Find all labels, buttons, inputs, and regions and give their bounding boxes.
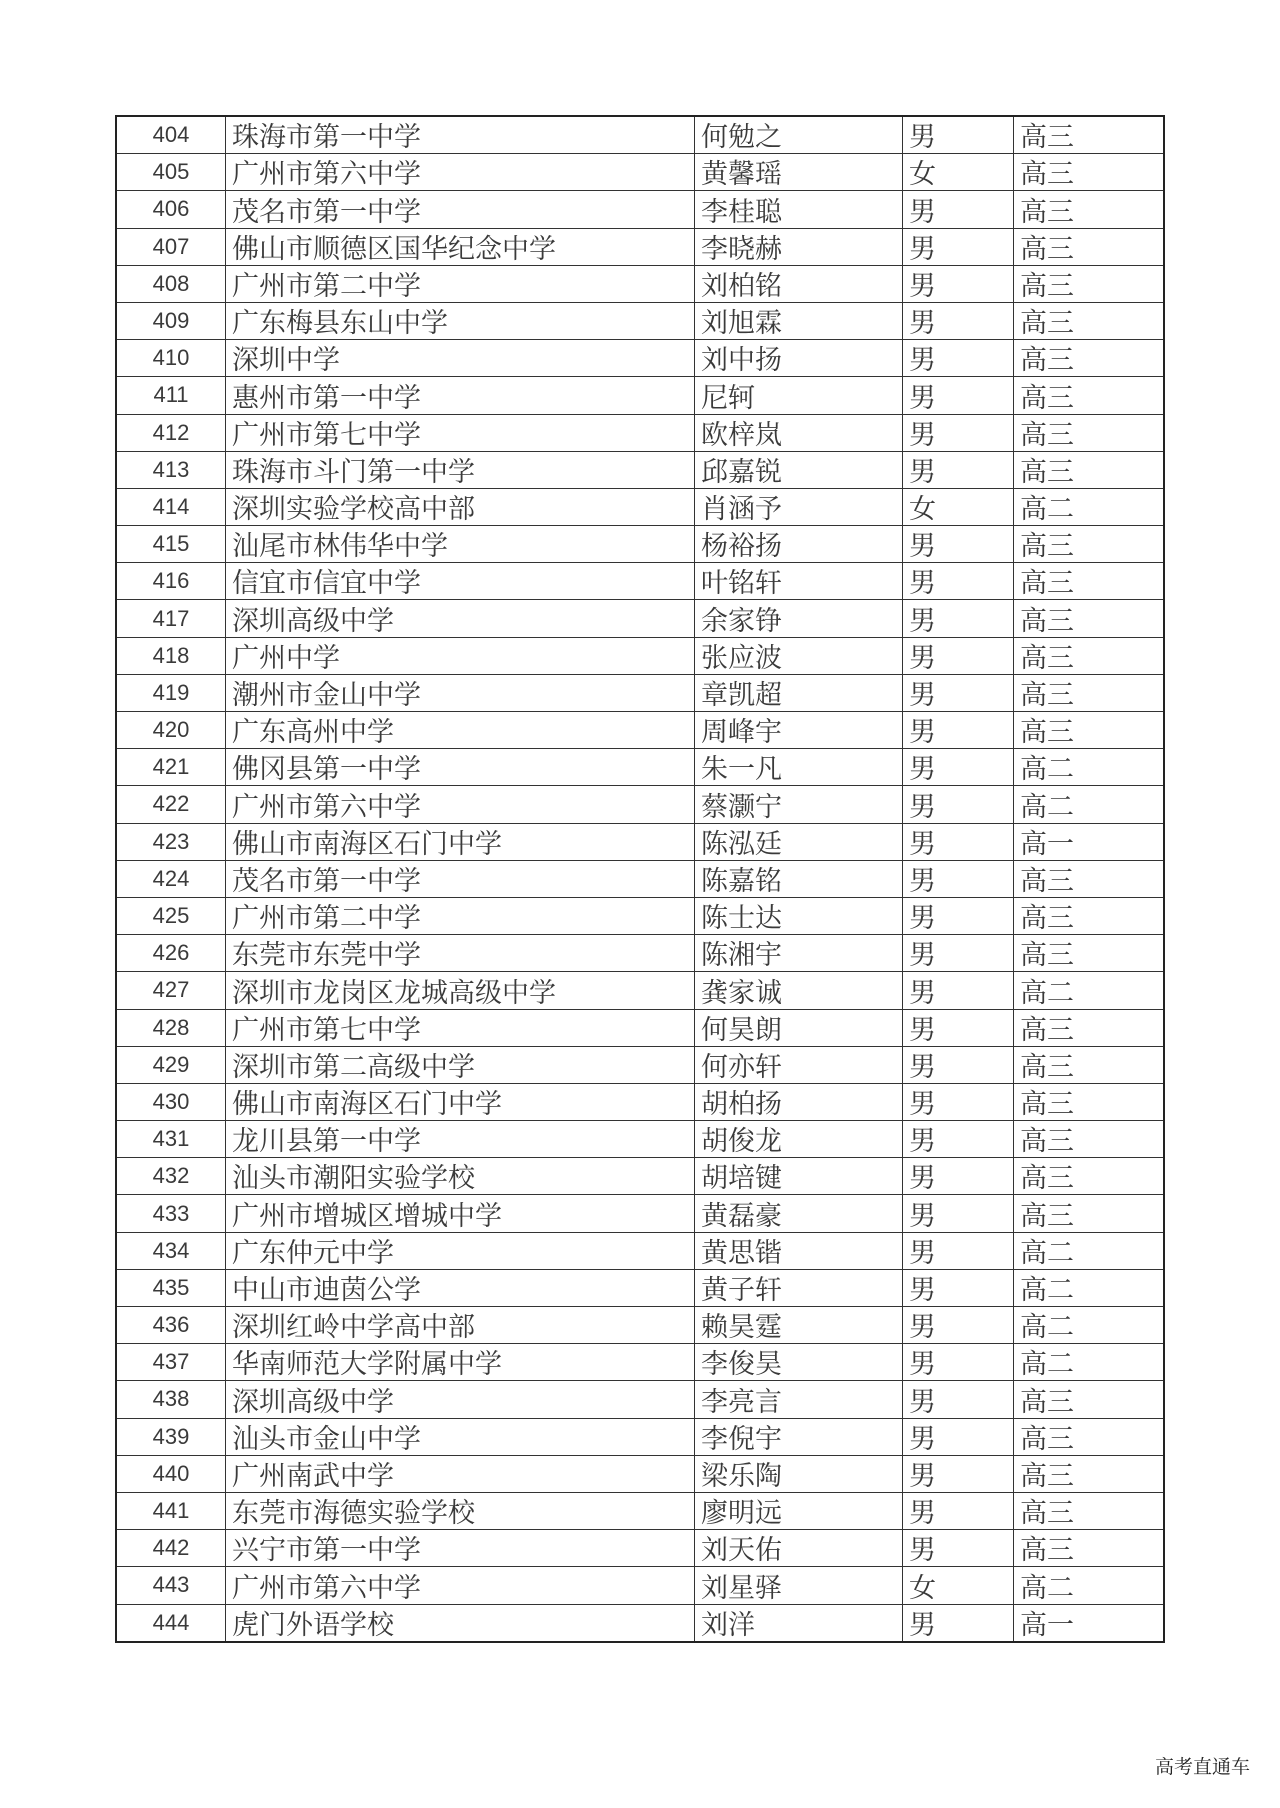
- gender-cell: 男: [903, 823, 1014, 860]
- table-row: [116, 1121, 1164, 1158]
- student-name-cell: 李桂聪: [695, 191, 903, 228]
- student-name-cell: 邱嘉锐: [695, 451, 903, 488]
- table-row: [116, 600, 1164, 637]
- student-name-cell: 李倪宇: [695, 1418, 903, 1455]
- grade-cell: 高二: [1014, 972, 1165, 1009]
- table-row: [116, 637, 1164, 674]
- student-name-cell: 肖涵予: [695, 488, 903, 525]
- table-row: [116, 1158, 1164, 1195]
- gender-cell: 男: [903, 1418, 1014, 1455]
- gender-cell: 女: [903, 1567, 1014, 1604]
- grade-cell: 高三: [1014, 451, 1165, 488]
- row-number: 434: [116, 1232, 226, 1269]
- student-name-cell: 龚家诚: [695, 972, 903, 1009]
- table-body: [116, 116, 1164, 1642]
- row-number: 416: [116, 563, 226, 600]
- grade-cell: 高三: [1014, 302, 1165, 339]
- gender-cell: 男: [903, 1530, 1014, 1567]
- student-name-cell: 胡俊龙: [695, 1121, 903, 1158]
- school-cell: 广州市第六中学: [226, 786, 695, 823]
- gender-cell: 男: [903, 1046, 1014, 1083]
- row-number: 420: [116, 712, 226, 749]
- gender-cell: 男: [903, 1307, 1014, 1344]
- student-name-cell: 欧梓岚: [695, 414, 903, 451]
- school-cell: 汕头市潮阳实验学校: [226, 1158, 695, 1195]
- school-cell: 茂名市第一中学: [226, 191, 695, 228]
- student-name-cell: 周峰宇: [695, 712, 903, 749]
- table-row: [116, 1567, 1164, 1604]
- school-cell: 东莞市海德实验学校: [226, 1492, 695, 1529]
- row-number: 418: [116, 637, 226, 674]
- row-number: 426: [116, 935, 226, 972]
- grade-cell: 高三: [1014, 1046, 1165, 1083]
- gender-cell: 男: [903, 1158, 1014, 1195]
- table-row: [116, 1269, 1164, 1306]
- table-row: [116, 414, 1164, 451]
- student-name-cell: 陈泓廷: [695, 823, 903, 860]
- table-row: [116, 1195, 1164, 1232]
- row-number: 415: [116, 526, 226, 563]
- row-number: 439: [116, 1418, 226, 1455]
- table-row: [116, 154, 1164, 191]
- row-number: 438: [116, 1381, 226, 1418]
- school-cell: 佛山市顺德区国华纪念中学: [226, 228, 695, 265]
- row-number: 422: [116, 786, 226, 823]
- row-number: 412: [116, 414, 226, 451]
- table-row: [116, 860, 1164, 897]
- gender-cell: 男: [903, 1455, 1014, 1492]
- grade-cell: 高二: [1014, 1232, 1165, 1269]
- student-name-cell: 叶铭轩: [695, 563, 903, 600]
- student-name-cell: 陈嘉铭: [695, 860, 903, 897]
- gender-cell: 男: [903, 228, 1014, 265]
- gender-cell: 男: [903, 1232, 1014, 1269]
- school-cell: 兴宁市第一中学: [226, 1530, 695, 1567]
- school-cell: 珠海市第一中学: [226, 116, 695, 154]
- school-cell: 深圳红岭中学高中部: [226, 1307, 695, 1344]
- row-number: 404: [116, 116, 226, 154]
- grade-cell: 高三: [1014, 154, 1165, 191]
- table-row: [116, 1009, 1164, 1046]
- grade-cell: 高三: [1014, 637, 1165, 674]
- school-cell: 惠州市第一中学: [226, 377, 695, 414]
- row-number: 437: [116, 1344, 226, 1381]
- gender-cell: 男: [903, 1381, 1014, 1418]
- grade-cell: 高三: [1014, 340, 1165, 377]
- gender-cell: 男: [903, 1269, 1014, 1306]
- school-cell: 珠海市斗门第一中学: [226, 451, 695, 488]
- gender-cell: 男: [903, 1083, 1014, 1120]
- student-name-cell: 刘旭霖: [695, 302, 903, 339]
- grade-cell: 高二: [1014, 1269, 1165, 1306]
- table-row: [116, 823, 1164, 860]
- table-row: [116, 786, 1164, 823]
- row-number: 442: [116, 1530, 226, 1567]
- grade-cell: 高三: [1014, 1492, 1165, 1529]
- school-cell: 深圳中学: [226, 340, 695, 377]
- student-name-cell: 杨裕扬: [695, 526, 903, 563]
- row-number: 427: [116, 972, 226, 1009]
- grade-cell: 高一: [1014, 823, 1165, 860]
- school-cell: 深圳高级中学: [226, 1381, 695, 1418]
- row-number: 405: [116, 154, 226, 191]
- student-name-cell: 黄思锴: [695, 1232, 903, 1269]
- school-cell: 深圳市第二高级中学: [226, 1046, 695, 1083]
- school-cell: 东莞市东莞中学: [226, 935, 695, 972]
- row-number: 410: [116, 340, 226, 377]
- school-cell: 广州市第七中学: [226, 414, 695, 451]
- student-name-cell: 赖昊霆: [695, 1307, 903, 1344]
- school-cell: 信宜市信宜中学: [226, 563, 695, 600]
- grade-cell: 高三: [1014, 897, 1165, 934]
- table-row: [116, 377, 1164, 414]
- table-row: [116, 526, 1164, 563]
- school-cell: 中山市迪茵公学: [226, 1269, 695, 1306]
- grade-cell: 高三: [1014, 191, 1165, 228]
- table-row: [116, 265, 1164, 302]
- school-cell: 广州市第六中学: [226, 1567, 695, 1604]
- school-cell: 广州市第七中学: [226, 1009, 695, 1046]
- grade-cell: 高三: [1014, 1083, 1165, 1120]
- row-number: 425: [116, 897, 226, 934]
- grade-cell: 高三: [1014, 1009, 1165, 1046]
- grade-cell: 高二: [1014, 1307, 1165, 1344]
- grade-cell: 高三: [1014, 1158, 1165, 1195]
- school-cell: 广东梅县东山中学: [226, 302, 695, 339]
- row-number: 430: [116, 1083, 226, 1120]
- school-cell: 汕头市金山中学: [226, 1418, 695, 1455]
- student-name-cell: 胡柏扬: [695, 1083, 903, 1120]
- table-row: [116, 712, 1164, 749]
- table-row: [116, 563, 1164, 600]
- table-row: [116, 451, 1164, 488]
- table-row: [116, 1083, 1164, 1120]
- grade-cell: 高三: [1014, 414, 1165, 451]
- grade-cell: 高三: [1014, 228, 1165, 265]
- gender-cell: 男: [903, 265, 1014, 302]
- row-number: 431: [116, 1121, 226, 1158]
- table-row: [116, 1381, 1164, 1418]
- gender-cell: 男: [903, 674, 1014, 711]
- grade-cell: 高三: [1014, 1121, 1165, 1158]
- grade-cell: 高三: [1014, 1455, 1165, 1492]
- student-name-cell: 刘天佑: [695, 1530, 903, 1567]
- grade-cell: 高三: [1014, 860, 1165, 897]
- student-name-cell: 黄子轩: [695, 1269, 903, 1306]
- table-row: [116, 116, 1164, 154]
- grade-cell: 高三: [1014, 674, 1165, 711]
- table-row: [116, 897, 1164, 934]
- table-row: [116, 1232, 1164, 1269]
- row-number: 440: [116, 1455, 226, 1492]
- table-row: [116, 488, 1164, 525]
- school-cell: 汕尾市林伟华中学: [226, 526, 695, 563]
- row-number: 423: [116, 823, 226, 860]
- student-name-cell: 刘中扬: [695, 340, 903, 377]
- grade-cell: 高三: [1014, 1530, 1165, 1567]
- student-name-cell: 何亦轩: [695, 1046, 903, 1083]
- student-name-cell: 何勉之: [695, 116, 903, 154]
- table-row: [116, 340, 1164, 377]
- gender-cell: 男: [903, 1604, 1014, 1642]
- grade-cell: 高一: [1014, 1604, 1165, 1642]
- student-name-cell: 李晓赫: [695, 228, 903, 265]
- table-row: [116, 972, 1164, 1009]
- gender-cell: 男: [903, 451, 1014, 488]
- gender-cell: 男: [903, 1195, 1014, 1232]
- student-name-cell: 尼轲: [695, 377, 903, 414]
- row-number: 407: [116, 228, 226, 265]
- student-name-cell: 李俊昊: [695, 1344, 903, 1381]
- row-number: 409: [116, 302, 226, 339]
- grade-cell: 高三: [1014, 935, 1165, 972]
- school-cell: 广州市第二中学: [226, 897, 695, 934]
- row-number: 406: [116, 191, 226, 228]
- grade-cell: 高二: [1014, 1344, 1165, 1381]
- gender-cell: 男: [903, 786, 1014, 823]
- student-name-cell: 刘星驿: [695, 1567, 903, 1604]
- school-cell: 广东高州中学: [226, 712, 695, 749]
- table-row: [116, 1492, 1164, 1529]
- student-name-cell: 刘洋: [695, 1604, 903, 1642]
- row-number: 417: [116, 600, 226, 637]
- grade-cell: 高二: [1014, 786, 1165, 823]
- row-number: 435: [116, 1269, 226, 1306]
- gender-cell: 男: [903, 377, 1014, 414]
- row-number: 408: [116, 265, 226, 302]
- gender-cell: 男: [903, 191, 1014, 228]
- row-number: 441: [116, 1492, 226, 1529]
- school-cell: 佛山市南海区石门中学: [226, 1083, 695, 1120]
- student-list-table: [115, 115, 1165, 1643]
- gender-cell: 男: [903, 116, 1014, 154]
- row-number: 424: [116, 860, 226, 897]
- table-row: [116, 935, 1164, 972]
- row-number: 419: [116, 674, 226, 711]
- student-name-cell: 蔡灏宁: [695, 786, 903, 823]
- row-number: 444: [116, 1604, 226, 1642]
- gender-cell: 男: [903, 1121, 1014, 1158]
- gender-cell: 男: [903, 860, 1014, 897]
- gender-cell: 男: [903, 1009, 1014, 1046]
- table-row: [116, 1455, 1164, 1492]
- table-row: [116, 1046, 1164, 1083]
- row-number: 436: [116, 1307, 226, 1344]
- student-name-cell: 何昊朗: [695, 1009, 903, 1046]
- row-number: 428: [116, 1009, 226, 1046]
- school-cell: 广州市第二中学: [226, 265, 695, 302]
- school-cell: 广州南武中学: [226, 1455, 695, 1492]
- gender-cell: 男: [903, 1344, 1014, 1381]
- grade-cell: 高二: [1014, 488, 1165, 525]
- student-name-cell: 廖明远: [695, 1492, 903, 1529]
- table-row: [116, 191, 1164, 228]
- school-cell: 华南师范大学附属中学: [226, 1344, 695, 1381]
- gender-cell: 男: [903, 600, 1014, 637]
- student-name-cell: 陈湘宇: [695, 935, 903, 972]
- table-row: [116, 1307, 1164, 1344]
- table-row: [116, 228, 1164, 265]
- school-cell: 深圳实验学校高中部: [226, 488, 695, 525]
- gender-cell: 男: [903, 563, 1014, 600]
- gender-cell: 男: [903, 935, 1014, 972]
- grade-cell: 高三: [1014, 526, 1165, 563]
- student-name-cell: 章凯超: [695, 674, 903, 711]
- grade-cell: 高三: [1014, 1195, 1165, 1232]
- student-name-cell: 张应波: [695, 637, 903, 674]
- student-name-cell: 朱一凡: [695, 749, 903, 786]
- table-row: [116, 1604, 1164, 1642]
- school-cell: 佛山市南海区石门中学: [226, 823, 695, 860]
- student-name-cell: 黄馨瑶: [695, 154, 903, 191]
- gender-cell: 男: [903, 897, 1014, 934]
- grade-cell: 高三: [1014, 377, 1165, 414]
- school-cell: 深圳市龙岗区龙城高级中学: [226, 972, 695, 1009]
- row-number: 429: [116, 1046, 226, 1083]
- row-number: 413: [116, 451, 226, 488]
- gender-cell: 男: [903, 526, 1014, 563]
- grade-cell: 高二: [1014, 1567, 1165, 1604]
- gender-cell: 男: [903, 414, 1014, 451]
- school-cell: 潮州市金山中学: [226, 674, 695, 711]
- grade-cell: 高三: [1014, 1381, 1165, 1418]
- row-number: 411: [116, 377, 226, 414]
- row-number: 414: [116, 488, 226, 525]
- student-name-cell: 李亮言: [695, 1381, 903, 1418]
- school-cell: 深圳高级中学: [226, 600, 695, 637]
- school-cell: 广东仲元中学: [226, 1232, 695, 1269]
- school-cell: 广州市增城区增城中学: [226, 1195, 695, 1232]
- school-cell: 广州中学: [226, 637, 695, 674]
- school-cell: 广州市第六中学: [226, 154, 695, 191]
- grade-cell: 高三: [1014, 265, 1165, 302]
- table-row: [116, 674, 1164, 711]
- table-row: [116, 1344, 1164, 1381]
- gender-cell: 男: [903, 340, 1014, 377]
- school-cell: 佛冈县第一中学: [226, 749, 695, 786]
- grade-cell: 高二: [1014, 749, 1165, 786]
- gender-cell: 男: [903, 972, 1014, 1009]
- student-name-cell: 梁乐陶: [695, 1455, 903, 1492]
- grade-cell: 高三: [1014, 1418, 1165, 1455]
- gender-cell: 女: [903, 488, 1014, 525]
- gender-cell: 女: [903, 154, 1014, 191]
- school-cell: 虎门外语学校: [226, 1604, 695, 1642]
- student-name-cell: 陈士达: [695, 897, 903, 934]
- table-row: [116, 302, 1164, 339]
- grade-cell: 高三: [1014, 116, 1165, 154]
- student-name-cell: 余家铮: [695, 600, 903, 637]
- gender-cell: 男: [903, 749, 1014, 786]
- row-number: 421: [116, 749, 226, 786]
- student-name-cell: 刘柏铭: [695, 265, 903, 302]
- student-name-cell: 黄磊豪: [695, 1195, 903, 1232]
- school-cell: 茂名市第一中学: [226, 860, 695, 897]
- grade-cell: 高三: [1014, 600, 1165, 637]
- table-row: [116, 1418, 1164, 1455]
- row-number: 433: [116, 1195, 226, 1232]
- table-row: [116, 1530, 1164, 1567]
- gender-cell: 男: [903, 712, 1014, 749]
- gender-cell: 男: [903, 302, 1014, 339]
- row-number: 432: [116, 1158, 226, 1195]
- table-row: [116, 749, 1164, 786]
- gender-cell: 男: [903, 1492, 1014, 1529]
- watermark-text: 高考直通车: [1154, 1756, 1250, 1778]
- student-name-cell: 胡培键: [695, 1158, 903, 1195]
- grade-cell: 高三: [1014, 563, 1165, 600]
- grade-cell: 高三: [1014, 712, 1165, 749]
- row-number: 443: [116, 1567, 226, 1604]
- gender-cell: 男: [903, 637, 1014, 674]
- school-cell: 龙川县第一中学: [226, 1121, 695, 1158]
